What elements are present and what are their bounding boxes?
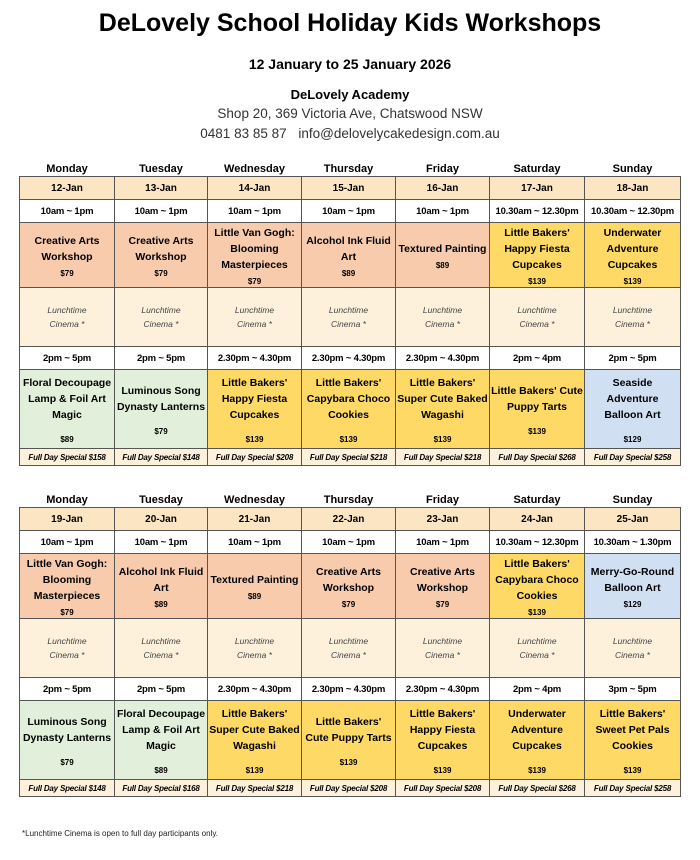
date-cell: 24-Jan xyxy=(490,508,585,531)
lunchtime-cinema xyxy=(20,288,115,347)
workshop-cell[interactable] xyxy=(585,554,681,619)
full-day-special: Full Day Special $148 xyxy=(115,449,208,466)
day-name: Saturday xyxy=(490,493,585,508)
lunch-row xyxy=(20,619,681,678)
session-time: 10.30am ~ 12.30pm xyxy=(490,531,585,554)
full-day-special: Full Day Special $258 xyxy=(585,449,681,466)
workshop-name: Merry-Go-Round Balloon Art xyxy=(590,565,675,594)
workshop-price: $89 xyxy=(247,591,262,601)
morning-workshop-row xyxy=(20,554,681,619)
week-2-schedule xyxy=(19,493,681,797)
workshop-price: $89 xyxy=(60,434,74,444)
lunch-label: Cinema * xyxy=(331,319,366,329)
day-name: Friday xyxy=(396,493,490,508)
workshop-price: $139 xyxy=(339,434,358,444)
workshop-price: $79 xyxy=(247,276,262,286)
workshop-cell[interactable] xyxy=(20,370,115,449)
afternoon-time-row xyxy=(20,678,681,701)
workshop-name: Little Van Gogh: Blooming Masterpieces xyxy=(26,557,108,602)
workshop-name: Luminous Song Dynasty Lanterns xyxy=(22,715,112,744)
workshop-name: Little Bakers' Sweet Pet Pals Cookies xyxy=(595,707,670,752)
date-row xyxy=(20,177,681,200)
workshop-cell[interactable] xyxy=(115,223,208,288)
full-day-special: Full Day Special $268 xyxy=(490,780,585,797)
session-time: 10am ~ 1pm xyxy=(208,531,302,554)
session-time: 2.30pm ~ 4.30pm xyxy=(208,678,302,701)
lunchtime-cinema xyxy=(585,288,681,347)
session-time: 10am ~ 1pm xyxy=(396,200,490,223)
session-time: 2pm ~ 5pm xyxy=(115,678,208,701)
day-name: Wednesday xyxy=(208,162,302,177)
full-day-special: Full Day Special $208 xyxy=(396,780,490,797)
workshop-name: Creative Arts Workshop xyxy=(316,565,381,594)
workshop-name: Textured Painting xyxy=(210,573,299,586)
workshop-cell[interactable] xyxy=(20,223,115,288)
day-name: Thursday xyxy=(302,162,396,177)
lunchtime-cinema xyxy=(585,619,681,678)
workshop-price: $79 xyxy=(435,599,450,609)
session-time: 2pm ~ 5pm xyxy=(20,347,115,370)
workshop-cell[interactable] xyxy=(115,554,208,619)
lunchtime-cinema xyxy=(490,288,585,347)
day-name: Sunday xyxy=(585,162,681,177)
lunchtime-cinema xyxy=(20,619,115,678)
date-cell: 18-Jan xyxy=(585,177,681,200)
lunch-label: Lunchtime xyxy=(612,305,653,315)
session-time: 2pm ~ 4pm xyxy=(490,347,585,370)
afternoon-time-row xyxy=(20,347,681,370)
workshop-cell[interactable] xyxy=(396,370,490,449)
session-time: 10.30am ~ 12.30pm xyxy=(490,200,585,223)
workshop-price: $139 xyxy=(528,607,546,617)
lunch-label: Cinema * xyxy=(615,319,650,329)
afternoon-workshop-row xyxy=(20,370,681,449)
full-day-special: Full Day Special $158 xyxy=(20,449,115,466)
organization-name: DeLovely Academy xyxy=(290,87,410,102)
day-name: Wednesday xyxy=(208,493,302,508)
full-day-special: Full Day Special $168 xyxy=(115,780,208,797)
workshop-name: Little Bakers' Capybara Choco Cookies xyxy=(306,376,391,421)
lunch-label: Cinema * xyxy=(49,319,85,329)
footnote: *Lunchtime Cinema is open to full day participants only. xyxy=(22,829,218,838)
date-cell: 13-Jan xyxy=(115,177,208,200)
session-time: 2pm ~ 5pm xyxy=(585,347,681,370)
workshop-price: $139 xyxy=(245,765,264,775)
date-cell: 12-Jan xyxy=(20,177,115,200)
session-time: 2pm ~ 5pm xyxy=(20,678,115,701)
full-day-special: Full Day Special $208 xyxy=(208,449,302,466)
lunch-label: Lunchtime xyxy=(328,636,369,646)
workshop-name: Alcohol Ink Fluid Art xyxy=(306,234,391,263)
session-time: 2pm ~ 5pm xyxy=(115,347,208,370)
email-address[interactable]: info@delovelycakedesign.com.au xyxy=(298,126,500,141)
workshop-cell[interactable] xyxy=(585,223,681,288)
lunch-label: Cinema * xyxy=(143,650,179,660)
date-cell: 21-Jan xyxy=(208,508,302,531)
day-name: Monday xyxy=(20,493,115,508)
workshop-price: $139 xyxy=(433,765,452,775)
day-name: Monday xyxy=(20,162,115,177)
lunch-label: Cinema * xyxy=(615,650,650,660)
workshop-price: $79 xyxy=(341,599,356,609)
lunch-label: Cinema * xyxy=(425,319,460,329)
session-time: 10.30am ~ 1.30pm xyxy=(585,531,681,554)
workshop-price: $139 xyxy=(528,426,546,436)
workshop-name: Little Bakers' Happy Fiesta Cupcakes xyxy=(409,707,476,752)
session-time: 10am ~ 1pm xyxy=(396,531,490,554)
lunch-label: Lunchtime xyxy=(517,636,557,646)
lunch-label: Cinema * xyxy=(331,650,366,660)
lunch-label: Lunchtime xyxy=(47,636,87,646)
workshop-price: $139 xyxy=(623,765,642,775)
workshop-cell[interactable] xyxy=(208,701,302,780)
workshop-price: $129 xyxy=(623,434,642,444)
session-time: 10am ~ 1pm xyxy=(20,200,115,223)
lunch-row xyxy=(20,288,681,347)
workshop-cell[interactable] xyxy=(490,370,585,449)
lunch-label: Lunchtime xyxy=(234,636,275,646)
lunch-label: Lunchtime xyxy=(328,305,369,315)
workshop-name: Luminous Song Dynasty Lanterns xyxy=(116,384,206,413)
workshop-name: Little Bakers' Happy Fiesta Cupcakes xyxy=(504,226,570,271)
workshop-cell[interactable] xyxy=(490,554,585,619)
workshop-cell[interactable] xyxy=(302,370,396,449)
date-cell: 17-Jan xyxy=(490,177,585,200)
lunch-label: Lunchtime xyxy=(612,636,653,646)
lunch-label: Lunchtime xyxy=(234,305,275,315)
day-name: Friday xyxy=(396,162,490,177)
workshop-price: $79 xyxy=(60,607,74,617)
morning-time-row xyxy=(20,200,681,223)
workshop-name: Little Bakers' Happy Fiesta Cupcakes xyxy=(221,376,288,421)
workshop-cell[interactable] xyxy=(208,370,302,449)
workshop-cell[interactable] xyxy=(115,701,208,780)
lunch-label: Lunchtime xyxy=(422,636,463,646)
workshop-price: $129 xyxy=(623,599,642,609)
date-cell: 22-Jan xyxy=(302,508,396,531)
week-1-schedule xyxy=(19,162,681,466)
workshop-name: Creative Arts Workshop xyxy=(128,234,194,263)
full-day-special-row xyxy=(20,449,681,466)
date-range: 12 January to 25 January 2026 xyxy=(248,56,452,72)
lunch-label: Cinema * xyxy=(425,650,460,660)
session-time: 2.30pm ~ 4.30pm xyxy=(302,678,396,701)
workshop-cell[interactable] xyxy=(302,223,396,288)
lunch-label: Lunchtime xyxy=(422,305,463,315)
session-time: 10am ~ 1pm xyxy=(115,200,208,223)
workshop-name: Creative Arts Workshop xyxy=(410,565,475,594)
session-time: 2.30pm ~ 4.30pm xyxy=(302,347,396,370)
full-day-special: Full Day Special $218 xyxy=(302,449,396,466)
lunch-label: Cinema * xyxy=(237,319,272,329)
session-time: 10am ~ 1pm xyxy=(302,200,396,223)
workshop-price: $79 xyxy=(154,268,168,278)
day-name: Tuesday xyxy=(115,493,208,508)
afternoon-workshop-row xyxy=(20,701,681,780)
workshop-name: Floral Decoupage Lamp & Foil Art Magic xyxy=(22,376,112,421)
full-day-special: Full Day Special $208 xyxy=(302,780,396,797)
workshop-cell[interactable] xyxy=(20,554,115,619)
day-name: Saturday xyxy=(490,162,585,177)
phone-number[interactable]: 0481 83 85 87 xyxy=(200,126,287,141)
full-day-special: Full Day Special $218 xyxy=(208,780,302,797)
lunchtime-cinema xyxy=(396,288,490,347)
workshop-name: Underwater Adventure Cupcakes xyxy=(603,226,662,271)
workshop-name: Floral Decoupage Lamp & Foil Art Magic xyxy=(116,707,206,752)
morning-workshop-row xyxy=(20,223,681,288)
full-day-special-row xyxy=(20,780,681,797)
workshop-cell[interactable] xyxy=(208,223,302,288)
day-name: Thursday xyxy=(302,493,396,508)
address: Shop 20, 369 Victoria Ave, Chatswood NSW xyxy=(217,106,483,121)
date-row xyxy=(20,508,681,531)
session-time: 3pm ~ 5pm xyxy=(585,678,681,701)
session-time: 2.30pm ~ 4.30pm xyxy=(208,347,302,370)
contact-line xyxy=(0,126,700,141)
workshop-name: Little Bakers' Super Cute Baked Wagashi xyxy=(397,376,488,421)
session-time: 2.30pm ~ 4.30pm xyxy=(396,347,490,370)
workshop-cell[interactable] xyxy=(302,554,396,619)
lunchtime-cinema xyxy=(115,288,208,347)
workshop-cell[interactable] xyxy=(396,554,490,619)
workshop-price: $139 xyxy=(433,434,452,444)
page-title: DeLovely School Holiday Kids Workshops xyxy=(98,9,602,37)
full-day-special: Full Day Special $258 xyxy=(585,780,681,797)
lunch-label: Cinema * xyxy=(519,319,555,329)
workshop-price: $139 xyxy=(528,276,546,286)
lunchtime-cinema xyxy=(208,288,302,347)
workshop-cell[interactable] xyxy=(585,370,681,449)
workshop-name: Textured Painting xyxy=(398,242,487,255)
full-day-special: Full Day Special $218 xyxy=(396,449,490,466)
workshop-price: $139 xyxy=(339,757,358,767)
lunch-label: Lunchtime xyxy=(141,636,181,646)
day-header-row xyxy=(20,162,681,177)
workshop-name: Little Bakers' Cute Puppy Tarts xyxy=(491,384,583,413)
workshop-cell[interactable] xyxy=(208,554,302,619)
workshop-price: $89 xyxy=(435,260,450,270)
workshop-name: Little Bakers' Cute Puppy Tarts xyxy=(305,715,392,744)
session-time: 10.30am ~ 12.30pm xyxy=(585,200,681,223)
workshop-cell[interactable] xyxy=(490,701,585,780)
day-header-row xyxy=(20,493,681,508)
workshop-price: $89 xyxy=(341,268,356,278)
session-time: 10am ~ 1pm xyxy=(20,531,115,554)
workshop-cell[interactable] xyxy=(490,223,585,288)
lunch-label: Cinema * xyxy=(49,650,85,660)
workshop-cell[interactable] xyxy=(20,701,115,780)
lunch-label: Lunchtime xyxy=(47,305,87,315)
lunch-label: Lunchtime xyxy=(517,305,557,315)
workshop-price: $139 xyxy=(528,765,546,775)
session-time: 2pm ~ 4pm xyxy=(490,678,585,701)
workshop-name: Little Bakers' Super Cute Baked Wagashi xyxy=(209,707,300,752)
session-time: 2.30pm ~ 4.30pm xyxy=(396,678,490,701)
workshop-cell[interactable] xyxy=(585,701,681,780)
date-cell: 23-Jan xyxy=(396,508,490,531)
workshop-cell[interactable] xyxy=(396,701,490,780)
date-cell: 20-Jan xyxy=(115,508,208,531)
workshop-price: $79 xyxy=(60,268,74,278)
lunchtime-cinema xyxy=(115,619,208,678)
date-cell: 15-Jan xyxy=(302,177,396,200)
workshop-name: Little Bakers' Capybara Choco Cookies xyxy=(495,557,579,602)
session-time: 10am ~ 1pm xyxy=(302,531,396,554)
workshop-name: Creative Arts Workshop xyxy=(34,234,100,263)
workshop-name: Alcohol Ink Fluid Art xyxy=(118,565,204,594)
lunch-label: Cinema * xyxy=(237,650,272,660)
lunchtime-cinema xyxy=(302,288,396,347)
workshop-cell[interactable] xyxy=(115,370,208,449)
workshop-price: $139 xyxy=(623,276,642,286)
full-day-special: Full Day Special $268 xyxy=(490,449,585,466)
workshop-name: Seaside Adventure Balloon Art xyxy=(604,376,661,421)
lunchtime-cinema xyxy=(396,619,490,678)
session-time: 10am ~ 1pm xyxy=(208,200,302,223)
workshop-name: Little Van Gogh: Blooming Masterpieces xyxy=(214,226,295,271)
lunchtime-cinema xyxy=(490,619,585,678)
day-name: Sunday xyxy=(585,493,681,508)
workshop-name: Underwater Adventure Cupcakes xyxy=(508,707,566,752)
lunch-label: Cinema * xyxy=(519,650,555,660)
workshop-price: $89 xyxy=(154,765,168,775)
session-time: 10am ~ 1pm xyxy=(115,531,208,554)
date-cell: 19-Jan xyxy=(20,508,115,531)
lunchtime-cinema xyxy=(208,619,302,678)
morning-time-row xyxy=(20,531,681,554)
date-cell: 16-Jan xyxy=(396,177,490,200)
date-cell: 14-Jan xyxy=(208,177,302,200)
lunch-label: Cinema * xyxy=(143,319,179,329)
workshop-cell[interactable] xyxy=(302,701,396,780)
full-day-special: Full Day Special $148 xyxy=(20,780,115,797)
day-name: Tuesday xyxy=(115,162,208,177)
workshop-price: $79 xyxy=(154,426,168,436)
date-cell: 25-Jan xyxy=(585,508,681,531)
lunchtime-cinema xyxy=(302,619,396,678)
lunch-label: Lunchtime xyxy=(141,305,181,315)
workshop-price: $89 xyxy=(154,599,168,609)
workshop-cell[interactable] xyxy=(396,223,490,288)
workshop-price: $79 xyxy=(60,757,74,767)
workshop-price: $139 xyxy=(245,434,264,444)
